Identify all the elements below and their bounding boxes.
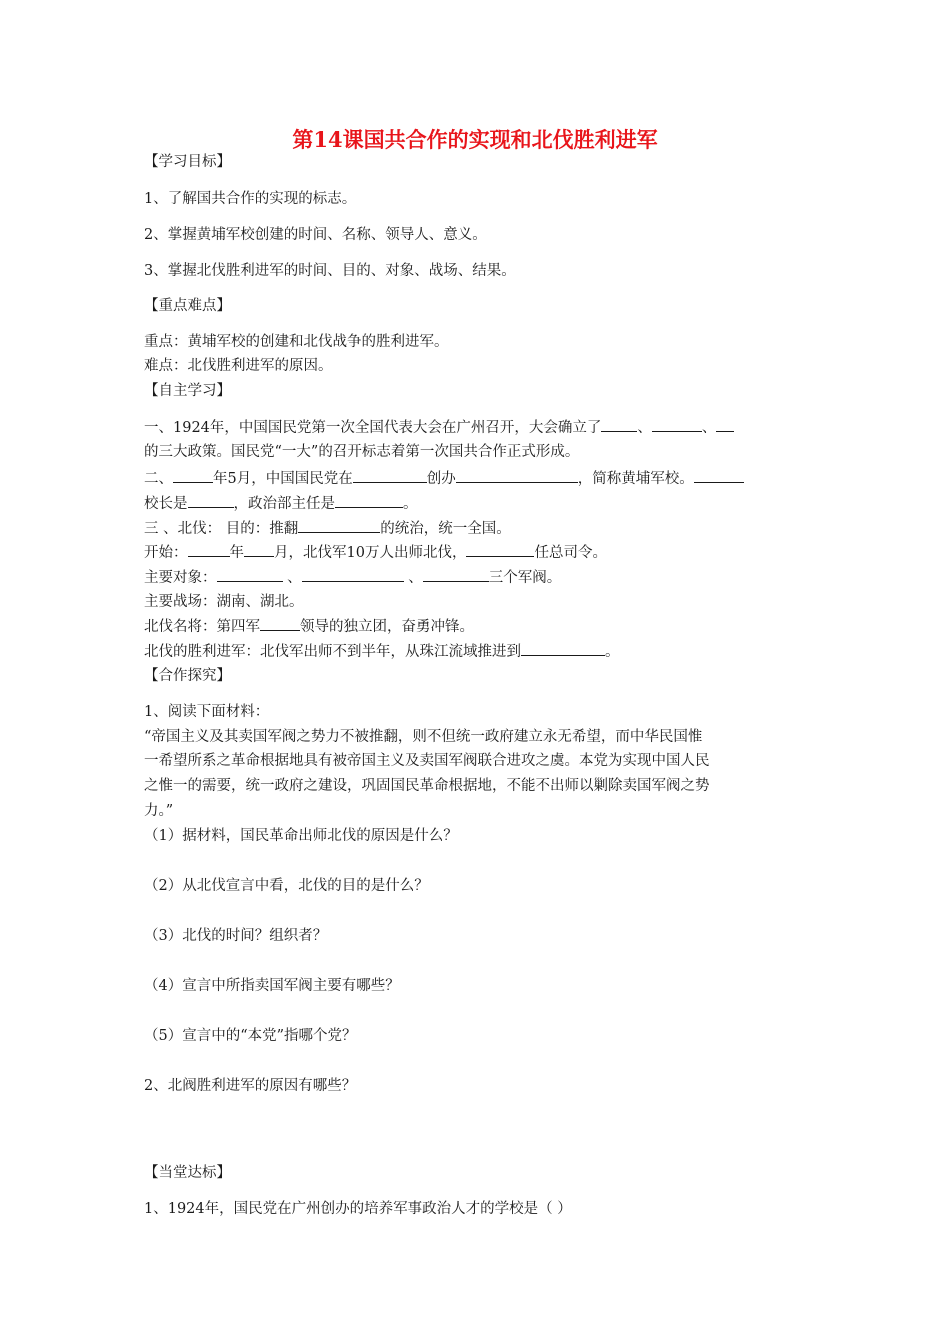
text: 年5月，中国国民党在 — [213, 471, 353, 487]
text: 一、1924年，中国国民党第一次全国代表大会在广州召开，大会确立了 — [144, 420, 602, 436]
text: 北伐的胜利进军：北伐军出师不到半年，从珠江流域推进到 — [144, 644, 521, 660]
blank[interactable] — [466, 543, 534, 557]
text: 月，北伐军10万人出师北伐， — [274, 545, 467, 561]
blank[interactable] — [173, 469, 213, 483]
quote-line: 之惟一的需要，统一政府之建设，巩固国民革命根据地，不能不出师以剿除卖国军阀之势 — [144, 778, 710, 794]
text: 、 — [637, 420, 652, 436]
text: 二、 — [144, 471, 173, 487]
quote-line: “帝国主义及其卖国军阀之势力不被推翻，则不但统一政府建立永无希望，而中华民国惟 — [144, 729, 703, 745]
text: 、 — [282, 570, 302, 586]
text: 。 — [403, 496, 418, 512]
blank[interactable] — [521, 642, 605, 656]
key-difficulty: 难点：北伐胜利进军的原因。 — [144, 358, 333, 374]
quote-line: 力。” — [144, 803, 174, 819]
text: ，简称黄埔军校。 — [577, 471, 694, 487]
self-line-8: 主要战场：湖南、湖北。 — [144, 594, 304, 610]
text: 主要对象： — [144, 570, 217, 586]
text: 任总司令。 — [534, 545, 607, 561]
section-heading-self-study: 【自主学习】 — [144, 383, 231, 399]
blank[interactable] — [601, 418, 637, 432]
text: 年 — [229, 545, 244, 561]
text: 的统治，统一全国。 — [380, 521, 511, 537]
goal-item-2: 2、掌握黄埔军校创建的时间、名称、领导人、意义。 — [144, 227, 487, 243]
goal-item-3: 3、掌握北伐胜利进军的时间、目的、对象、战场、结果。 — [144, 263, 516, 279]
blank[interactable] — [188, 494, 234, 508]
blank[interactable] — [456, 469, 578, 483]
sub-question: （1）据材料，国民革命出师北伐的原因是什么？ — [144, 828, 458, 844]
self-line-10 — [144, 642, 620, 661]
test-question-1: 1、1924年，国民党在广州创办的培养军事政治人才的学校是（ ） — [144, 1201, 572, 1217]
text: 三个军阀。 — [488, 570, 562, 586]
sub-question: （3）北伐的时间？组织者？ — [144, 928, 328, 944]
blank[interactable] — [260, 617, 300, 631]
text: 开始： — [144, 545, 188, 561]
blank[interactable] — [423, 568, 489, 582]
blank[interactable] — [652, 418, 702, 432]
text: 校长是 — [144, 496, 188, 512]
text: 创办 — [426, 471, 456, 487]
text: 、 — [403, 570, 423, 586]
quote-line: 一希望所系之革命根据地具有被帝国主义及卖国军阀联合进攻之虞。本党为实现中国人民 — [144, 753, 710, 769]
text: ，政治部主任是 — [233, 496, 335, 512]
section-heading-key: 【重点难点】 — [144, 298, 231, 314]
goal-item-1: 1、了解国共合作的实现的标志。 — [144, 191, 357, 207]
text: 三 、北伐： 目的：推翻 — [144, 521, 299, 537]
text: 。 — [605, 644, 620, 660]
sub-question: （2）从北伐宣言中看，北伐的目的是什么？ — [144, 878, 429, 894]
text: 、 — [701, 420, 717, 436]
blank[interactable] — [716, 418, 734, 432]
self-line-3 — [144, 469, 744, 488]
coop-question-1: 1、阅读下面材料： — [144, 704, 270, 720]
section-heading-cooperative: 【合作探究】 — [144, 668, 231, 684]
key-focus: 重点：黄埔军校的创建和北伐战争的胜利进军。 — [144, 334, 449, 350]
blank[interactable] — [188, 543, 230, 557]
self-line-9 — [144, 617, 474, 636]
blank[interactable] — [244, 543, 274, 557]
text: 领导的独立团，奋勇冲锋。 — [300, 619, 474, 635]
self-line-2: 的三大政策。国民党“一大”的召开标志着第一次国共合作正式形成。 — [144, 444, 580, 460]
self-line-6 — [144, 543, 607, 562]
blank[interactable] — [217, 568, 283, 582]
blank[interactable] — [298, 519, 380, 533]
self-line-1 — [144, 418, 734, 437]
blank[interactable] — [302, 568, 404, 582]
blank[interactable] — [353, 469, 427, 483]
section-heading-test: 【当堂达标】 — [144, 1165, 231, 1181]
section-heading-goals: 【学习目标】 — [144, 154, 231, 170]
blank[interactable] — [335, 494, 403, 508]
text: 北伐名将：第四军 — [144, 619, 260, 635]
self-line-4 — [144, 494, 418, 513]
self-line-7 — [144, 568, 561, 587]
coop-question-2: 2、北阀胜利进军的原因有哪些？ — [144, 1078, 357, 1094]
sub-question: （5）宣言中的“本党”指哪个党？ — [144, 1028, 357, 1044]
blank[interactable] — [694, 469, 744, 483]
sub-question: （4）宣言中所指卖国军阀主要有哪些？ — [144, 978, 400, 994]
self-line-5 — [144, 519, 511, 538]
page-title: 第14课国共合作的实现和北伐胜利进军 — [292, 127, 658, 152]
